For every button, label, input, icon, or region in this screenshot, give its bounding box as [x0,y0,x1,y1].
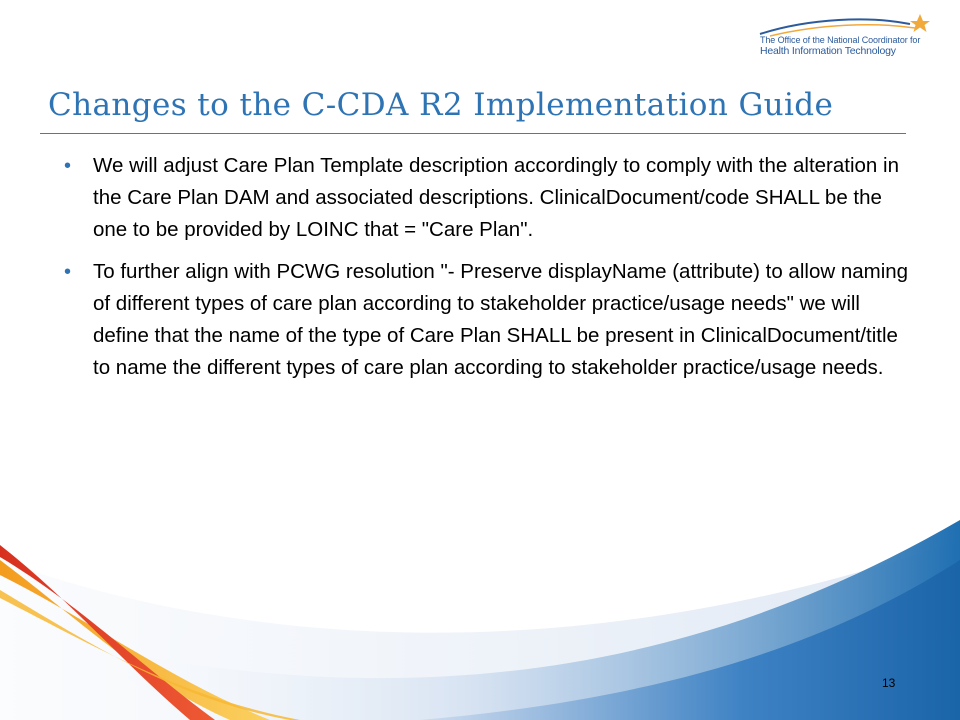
bullet-list [64,150,914,394]
bullet-dot-icon: • [64,261,72,283]
bullet-dot-icon: • [64,155,72,177]
logo-text-line2: Health Information Technology [760,45,896,57]
logo-text-line1: The Office of the National Coordinator for [760,35,921,45]
bullet-item [64,256,914,384]
slide-title: Changes to the C-CDA R2 Implementation Guide [48,87,834,123]
page-number: 13 [882,676,896,690]
bullet-text: We will adjust Care Plan Template description accordingly to comply with the alteration in the Care Plan DAM and associated descriptions. ClinicalDocument/code SHALL be the one to be provided by LOINC that = "Care Plan". [93,154,899,241]
bullet-item [64,150,914,246]
bullet-text: To further align with PCWG resolution "- Preserve displayName (attribute) to allow naming of different types of care plan according to stakeholder practice/usage needs" we will define that the name of the type of Care Plan SHALL be present in ClinicalDocument/title to name the different types of care plan according to stakeholder practice/usage needs. [93,260,909,379]
onc-logo [742,12,942,64]
title-divider [40,133,906,134]
